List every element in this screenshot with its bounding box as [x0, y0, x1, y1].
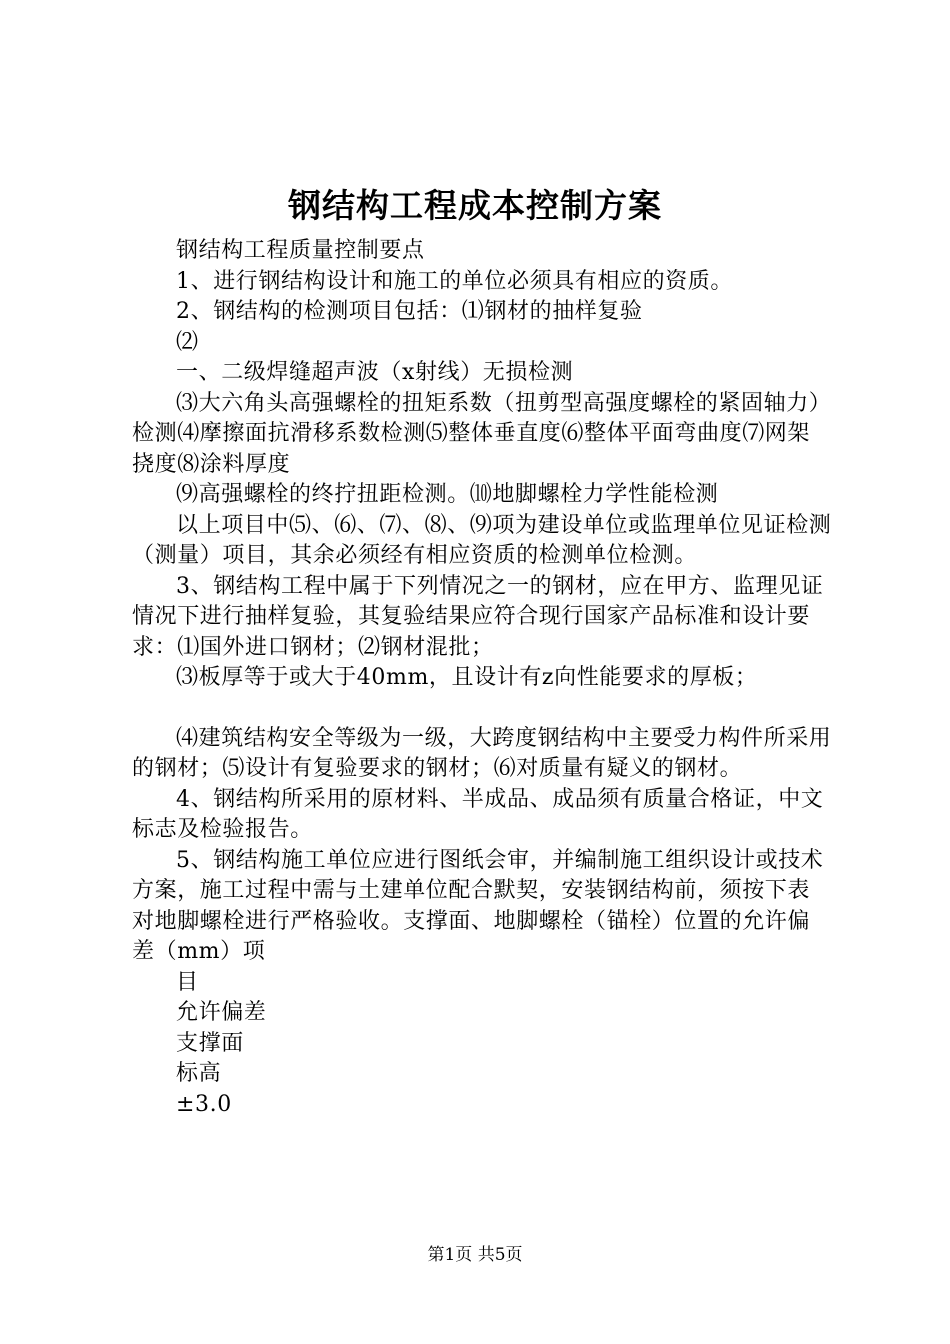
section-heading: 钢结构工程质量控制要点 [176, 238, 425, 263]
document-title: 钢结构工程成本控制方案 [288, 186, 662, 225]
table-cell-support-surface: 支撑面 [176, 1030, 244, 1056]
paragraph-item-2: 2、钢结构的检测项目包括：⑴钢材的抽样复验 [176, 299, 643, 324]
paragraph-item-3-structural: ⑷建筑结构安全等级为一级，大跨度钢结构中主要受力构件所采用的钢材；⑸设计有复验要求的钢材；⑹对质量有疑义的钢材。 [132, 725, 832, 781]
document-body [132, 236, 832, 1120]
blank-line [132, 694, 832, 724]
paragraph-item-2-sub: ⑵ [176, 329, 199, 355]
table-cell-allowed-deviation: 允许偏差 [176, 1000, 267, 1025]
paragraph-witness-tests: 以上项目中⑸、⑹、⑺、⑻、⑼项为建设单位或监理单位见证检测（测量）项目，其余必须经有相应资质的检测单位检测。 [132, 512, 832, 568]
paragraph-item-5: 5、钢结构施工单位应进行图纸会审，并编制施工组织设计或技术方案，施工过程中需与土建单位配合默契，安装钢结构前，须按下表对地脚螺栓进行严格验收。支撑面、地脚螺栓（锚栓）位置的允许偏差（mm）项 [132, 847, 824, 964]
paragraph-weld-test: 一、二级焊缝超声波（x射线）无损检测 [176, 360, 574, 385]
paragraph-item-3-thick-plate: ⑶板厚等于或大于40mm，且设计有z向性能要求的厚板； [176, 665, 758, 690]
paragraph-item-3: 3、钢结构工程中属于下列情况之一的钢材，应在甲方、监理见证情况下进行抽样复验，其复验结果应符合现行国家产品标准和设计要求：⑴国外进口钢材；⑵钢材混批； [132, 573, 824, 660]
paragraph-item-4: 4、钢结构所采用的原材料、半成品、成品须有质量合格证，中文标志及检验报告。 [132, 786, 824, 842]
table-cell-elevation: 标高 [176, 1061, 222, 1086]
paragraph-anchor-tests: ⑼高强螺栓的终拧扭距检测。⑽地脚螺栓力学性能检测 [176, 482, 719, 507]
page-footer: 第1页 共5页 [427, 1245, 523, 1265]
table-cell-item: 目 [176, 969, 199, 995]
table-cell-tolerance-value: ±3.0 [176, 1091, 232, 1117]
paragraph-item-1: 1、进行钢结构设计和施工的单位必须具有相应的资质。 [176, 268, 733, 294]
paragraph-bolt-tests: ⑶大六角头高强螺栓的扭矩系数（扭剪型高强度螺栓的紧固轴力）检测⑷摩擦面抗滑移系数检测⑸整体垂直度⑹整体平面弯曲度⑺网架挠度⑻涂料厚度 [132, 390, 832, 477]
